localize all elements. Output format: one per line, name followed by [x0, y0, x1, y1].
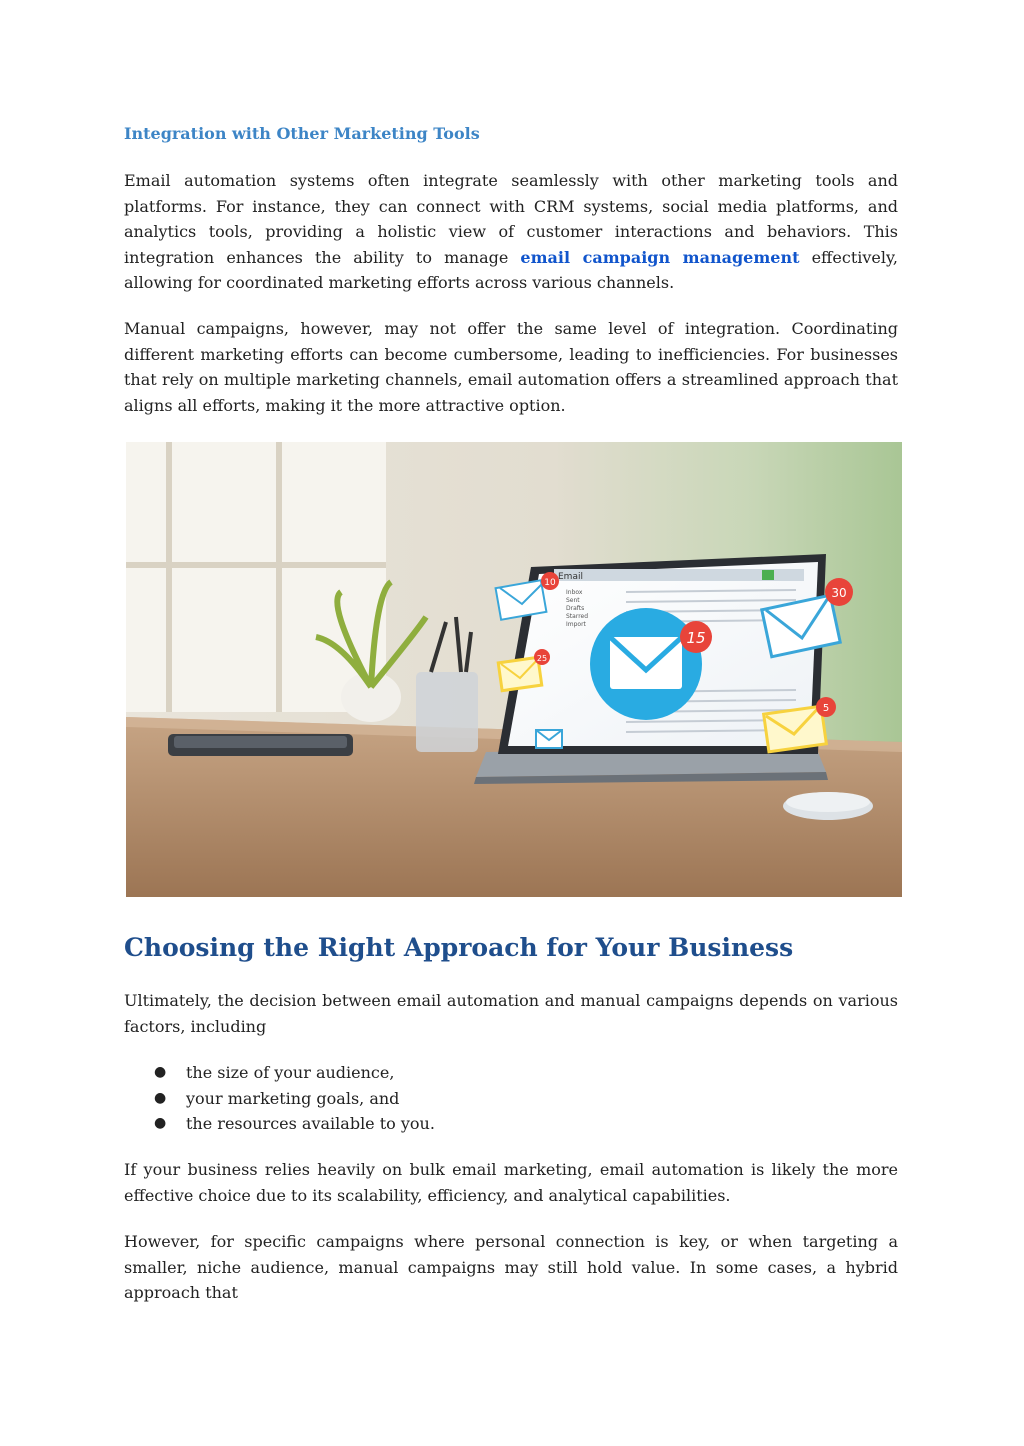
bullet-icon: ●: [154, 1064, 167, 1080]
badge-30: 30: [831, 586, 847, 600]
badge-25: 25: [536, 654, 548, 663]
factors-list: [124, 1060, 435, 1137]
section-heading-integration: Integration with Other Marketing Tools: [124, 124, 480, 143]
badge-10: 10: [544, 578, 556, 588]
badge-15: 15: [686, 629, 706, 647]
sidebar-sent: Sent: [566, 597, 580, 604]
email-marketing-illustration: [126, 442, 902, 897]
floating-envelope-icon: [496, 580, 547, 620]
list-item: ● the resources available to you.: [124, 1111, 435, 1137]
paragraph-bulk-email: If your business relies heavily on bulk email marketing, email automation is likely the more effective choice due to its scalability, efficiency, and analytical capabilities.: [124, 1160, 898, 1205]
paragraph-manual-campaigns: Manual campaigns, however, may not offer the same level of integration. Coordinating different marketing efforts can become cumbersome, leading to inefficiencies. For businesses that rely on multiple marketing channels, email automation offers a streamlined approach that aligns all efforts, making it the more attractive option.: [124, 319, 898, 415]
sidebar-drafts: Drafts: [566, 605, 585, 612]
paragraph-integration: Email automation systems often integrate seamlessly with other marketing tools and platforms. For instance, they can connect with CRM systems, social media platforms, and analytics tools, providing a holistic view of customer interactions and behaviors. This integration enhances the ability to manage email campaign management effectively, allowing for coordinated marketing efforts across various channels.: [124, 171, 899, 292]
email-campaign-management-link[interactable]: email campaign management: [520, 247, 800, 267]
list-item: ● your marketing goals, and: [124, 1086, 435, 1112]
sidebar-inbox: Inbox: [566, 589, 583, 596]
section-heading-choosing: Choosing the Right Approach for Your Business: [124, 933, 794, 962]
badge-5: 5: [822, 703, 830, 714]
paragraph-intro: Ultimately, the decision between email automation and manual campaigns depends on various factors, including: [124, 991, 898, 1036]
sidebar-starred: Starred: [566, 613, 589, 620]
list-item: ● the size of your audience,: [124, 1060, 435, 1086]
paragraph-however: However, for specific campaigns where personal connection is key, or when targeting a smaller, niche audience, manual campaigns may still hold value. In some cases, a hybrid approach that: [124, 1232, 898, 1302]
bullet-icon: ●: [154, 1089, 167, 1106]
screen-email-title: Email: [558, 572, 583, 582]
sidebar-import: Import: [566, 621, 586, 628]
floating-envelope-icon: [498, 657, 542, 690]
bullet-icon: ●: [154, 1115, 167, 1131]
